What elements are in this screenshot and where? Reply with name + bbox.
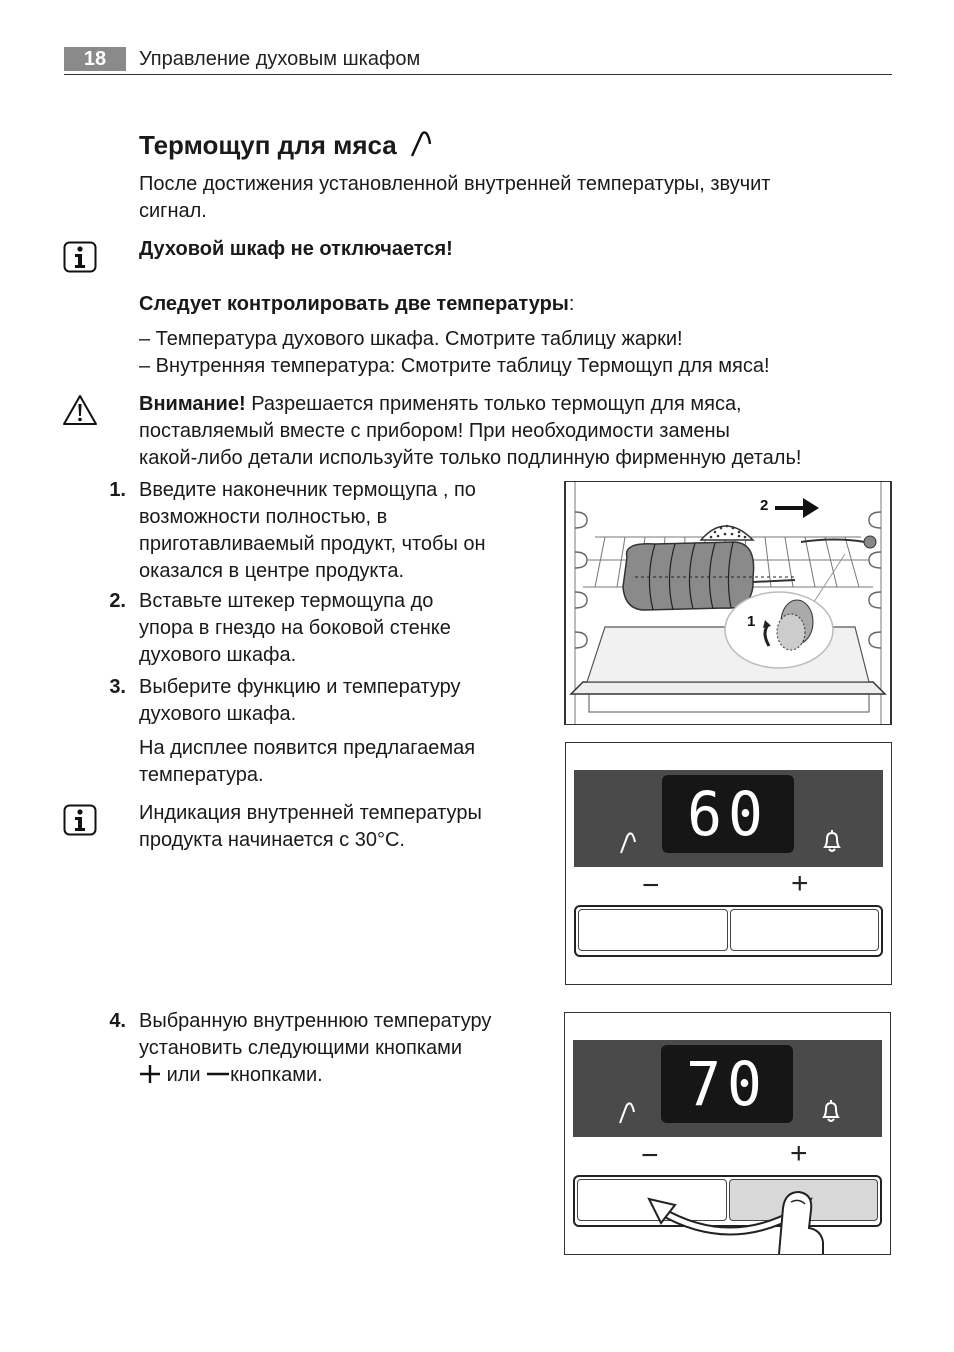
step-line: установить следующими кнопками — [139, 1037, 463, 1059]
intro-text — [139, 171, 770, 225]
plus-icon — [139, 1064, 161, 1084]
step-2-text — [139, 588, 451, 669]
meat-probe-icon — [408, 128, 434, 158]
step-line: Выберите функцию и температуру — [139, 676, 461, 698]
header-rule — [64, 74, 892, 75]
info-note-2 — [139, 800, 482, 854]
step-number: 3. — [109, 676, 126, 698]
section-title — [139, 128, 434, 161]
intro-line-1: После достижения установленной внутренней температуры, звучит — [139, 173, 771, 195]
plus-label: + — [790, 1137, 808, 1170]
section-title-text: Термощуп для мяса — [139, 130, 397, 160]
oven-illustration — [565, 482, 891, 724]
display-figure-2 — [564, 1012, 891, 1255]
plus-label: + — [791, 867, 809, 900]
minus-button[interactable] — [578, 909, 728, 951]
minus-icon — [206, 1064, 230, 1084]
info-icon — [63, 804, 97, 836]
note-item-1: – Температура духового шкафа. Смотрите таблицу жарки! — [139, 328, 683, 350]
warning-line-2: поставляемый вместе с прибором! При необходимости замены — [139, 420, 730, 442]
step-line: духового шкафа. — [139, 703, 297, 725]
warning-text — [139, 391, 801, 472]
plus-button[interactable] — [730, 909, 879, 951]
step-line: температура. — [139, 764, 264, 786]
step-line: оказался в центре продукта. — [139, 560, 404, 582]
step-line: Вставьте штекер термощупа до — [139, 590, 434, 612]
fig-label-1: 1 — [747, 613, 756, 630]
step-line: приготавливаемый продукт, чтобы он — [139, 533, 486, 555]
note-line: продукта начинается с 30°C. — [139, 829, 405, 851]
finger-icon — [761, 1178, 831, 1254]
oven-probe-figure — [564, 481, 892, 725]
warning-line-1: Разрешается применять только термощуп для мяса, — [245, 393, 742, 415]
display-screen — [661, 1045, 793, 1123]
step-line: Выбранную внутреннюю температуру — [139, 1010, 492, 1032]
step-line: На дисплее появится предлагаемая — [139, 737, 476, 759]
info-icon — [63, 241, 97, 273]
step-line: кнопками. — [230, 1064, 323, 1086]
step-number: 4. — [109, 1010, 126, 1032]
step-line: Введите наконечник термощупа , по — [139, 479, 476, 501]
note-subtitle-colon: : — [568, 293, 575, 315]
display-value: 60 — [687, 778, 769, 850]
minus-label: − — [641, 1139, 659, 1172]
step-1-text — [139, 477, 486, 585]
step-4-buttons-line — [139, 1062, 491, 1089]
step-line: упора в гнездо на боковой стенке — [139, 617, 451, 639]
note-title: Духовой шкаф не отключается! — [139, 238, 453, 260]
note-subtitle — [139, 291, 574, 318]
step-4-text — [139, 1008, 491, 1089]
chapter-title: Управление духовым шкафом — [139, 48, 421, 70]
step-number: 2. — [109, 590, 126, 612]
note-subtitle-bold: Следует контролировать две температуры — [139, 293, 569, 315]
meat-probe-icon — [618, 829, 638, 855]
note-item-2: – Внутренняя температура: Смотрите таблицу Термощуп для мяса! — [139, 355, 770, 377]
warning-icon — [62, 394, 98, 426]
step-3-text — [139, 674, 461, 728]
display-value: 70 — [686, 1048, 768, 1120]
minus-label: − — [642, 869, 660, 902]
step-line: или — [166, 1064, 201, 1086]
display-figure-1 — [565, 742, 892, 985]
step-line: духового шкафа. — [139, 644, 297, 666]
page-number: 18 — [64, 47, 126, 71]
fig-label-2: 2 — [760, 497, 769, 514]
step-number: 1. — [109, 479, 126, 501]
warning-line-3: какой-либо детали используйте только подлинную фирменную деталь! — [139, 447, 802, 469]
step-3-extra — [139, 735, 475, 789]
bell-icon — [818, 1097, 844, 1125]
button-bar — [574, 905, 883, 957]
meat-probe-icon — [617, 1099, 637, 1125]
display-screen — [662, 775, 794, 853]
bell-icon — [819, 827, 845, 855]
step-line: возможности полностью, в — [139, 506, 388, 528]
warning-label: Внимание! — [139, 393, 246, 415]
intro-line-2: сигнал. — [139, 200, 207, 222]
note-line: Индикация внутренней температуры — [139, 802, 482, 824]
